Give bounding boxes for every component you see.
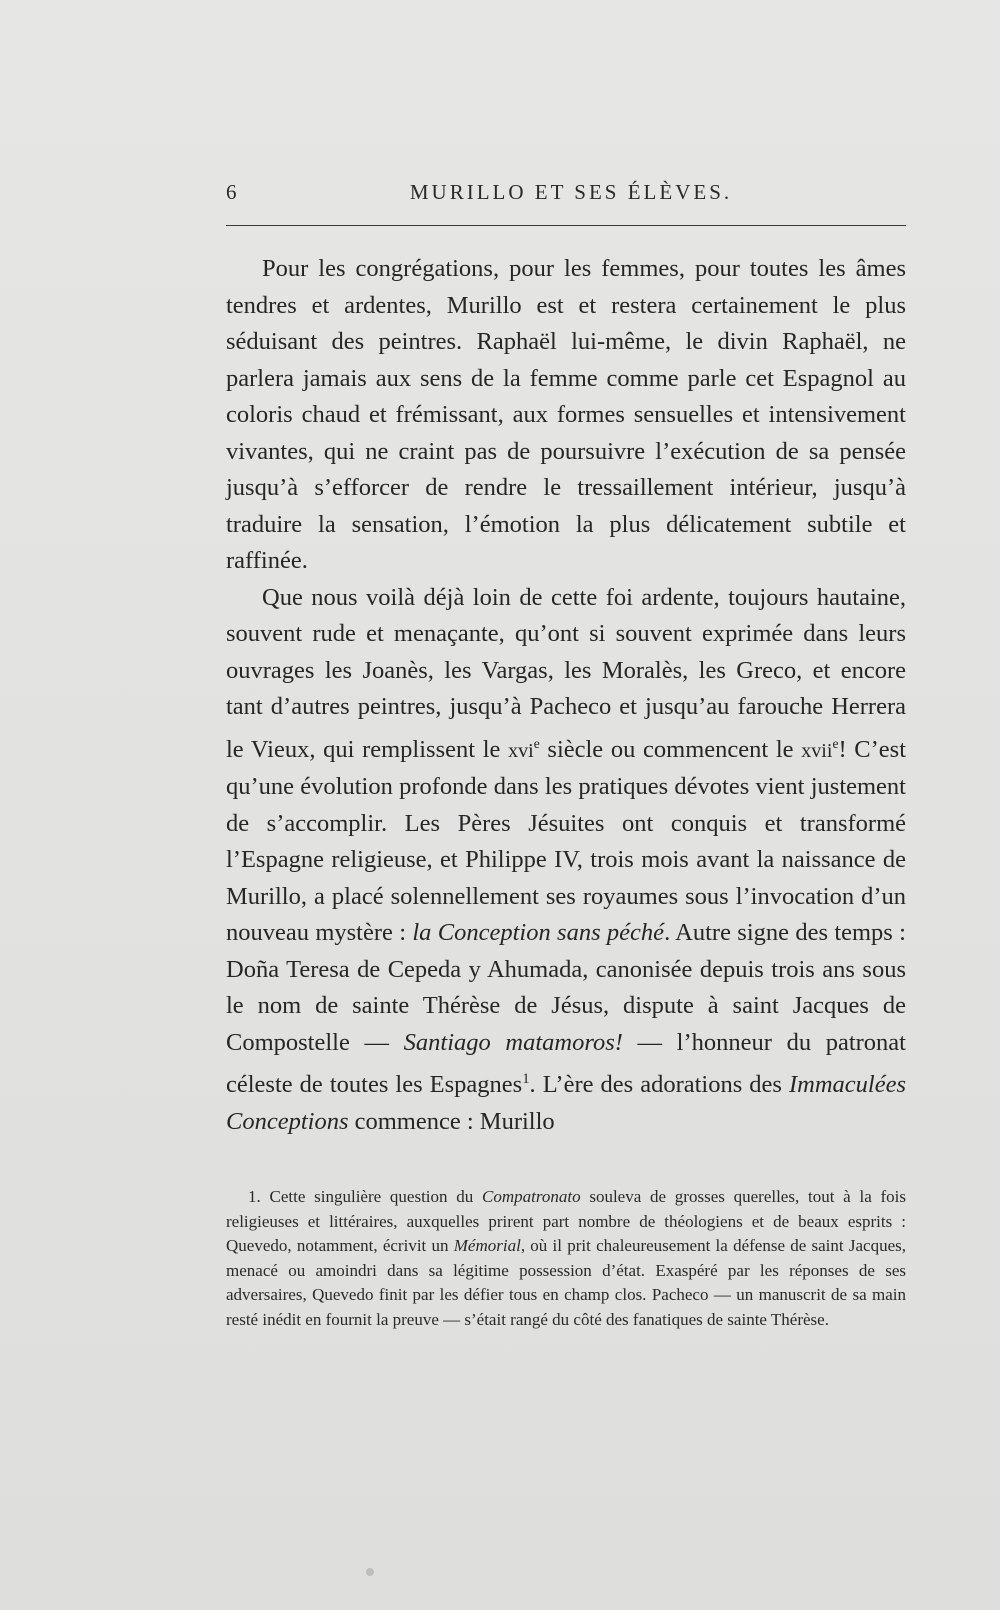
paragraph-2: Que nous voilà déjà loin de cette foi ardente, toujours hautaine, souvent rude et menaçante, qu’ont si souvent exprimée dans leurs ouvrages les Joanès, les Vargas, les Moralès, les Greco, et encore tant d’autres peintres, jusqu’à Pacheco et jusqu’au farouche Herrera le Vieux, qui remplissent le xvi$^e$ siècle ou commencent le xvii$^e$! C’est qu’une évolution profonde dans les pratiques dévotes vient justement de s’accomplir. Les Pères Jésuites ont conquis et transformé l’Espagne religieuse, et Philippe IV, trois mois avant la naissance de Murillo, a placé solennellement ses royaumes sous l’invocation d’un nouveau mystère : la Conception sans péché. Autre signe des temps : Doña Teresa de Cepeda y Ahumada, canonisée depuis trois ans sous le nom de sainte Thérèse de Jésus, dispute à saint Jacques de Compostelle — Santiago matamoros! — l’honneur du patronat céleste de toutes les Espagnes$^1$. L’ère des adorations des Immaculées Conceptions commence : Murillo [226,583,907,1135]
page-number: 6 [226,180,237,204]
page-header [226,180,906,212]
header-rule [226,225,906,226]
running-title: MURILLO ET SES ÉLÈVES. [409,180,733,204]
footnote-number: 1. [248,1187,261,1206]
century-xvi: xvi [508,739,534,762]
italic-santiago: Santiago matamoros! [403,1028,623,1056]
paragraph-1: Pour les congrégations, pour les femmes, pour toutes les âmes tendres et ardentes, Murillo est et restera certainement le plus séduisant des peintres. Raphaël lui-même, le divin Raphaël, ne parlera jamais aux sens de la femme comme parle cet Espagnol au coloris chaud et frémissant, aux formes sensuelles et intensivement vivantes, qui ne craint pas de poursuivre l’exécution de sa pensée jusqu’à s’efforcer de rendre le tressaillement intérieur, jusqu’à traduire la sensation, l’émotion la plus délicatement subtile et raffinée. [226,255,906,574]
italic-conception: la Conception sans péché [412,919,665,947]
italic-immaculees: Immaculées Conceptions [226,1071,907,1135]
footnote-1: 1. Cette singulière question du Compatronato souleva de grosses querelles, tout à la fois religieuses et littéraires, auxquelles prirent part nombre de théologiens et de beaux esprits : Quevedo, notamment, écrivit un Mémorial, où il prit chaleureusement la défense de saint Jacques, menacé ou amoindri dans sa légitime possession d’état. Exaspéré par les réponses de ses adversaires, Quevedo finit par les défier tous en champ clos. Pacheco — un manuscrit de sa main resté inédit en fournit la preuve — s’était rangé du côté des fanatiques de sainte Thérèse. [226,1187,906,1329]
footnote-block [226,1185,906,1333]
century-xvii: xvii [801,739,833,762]
main-text [226,251,906,1140]
ink-smudge [366,1568,374,1576]
footnote-reference[interactable]: 1 [522,1071,530,1088]
